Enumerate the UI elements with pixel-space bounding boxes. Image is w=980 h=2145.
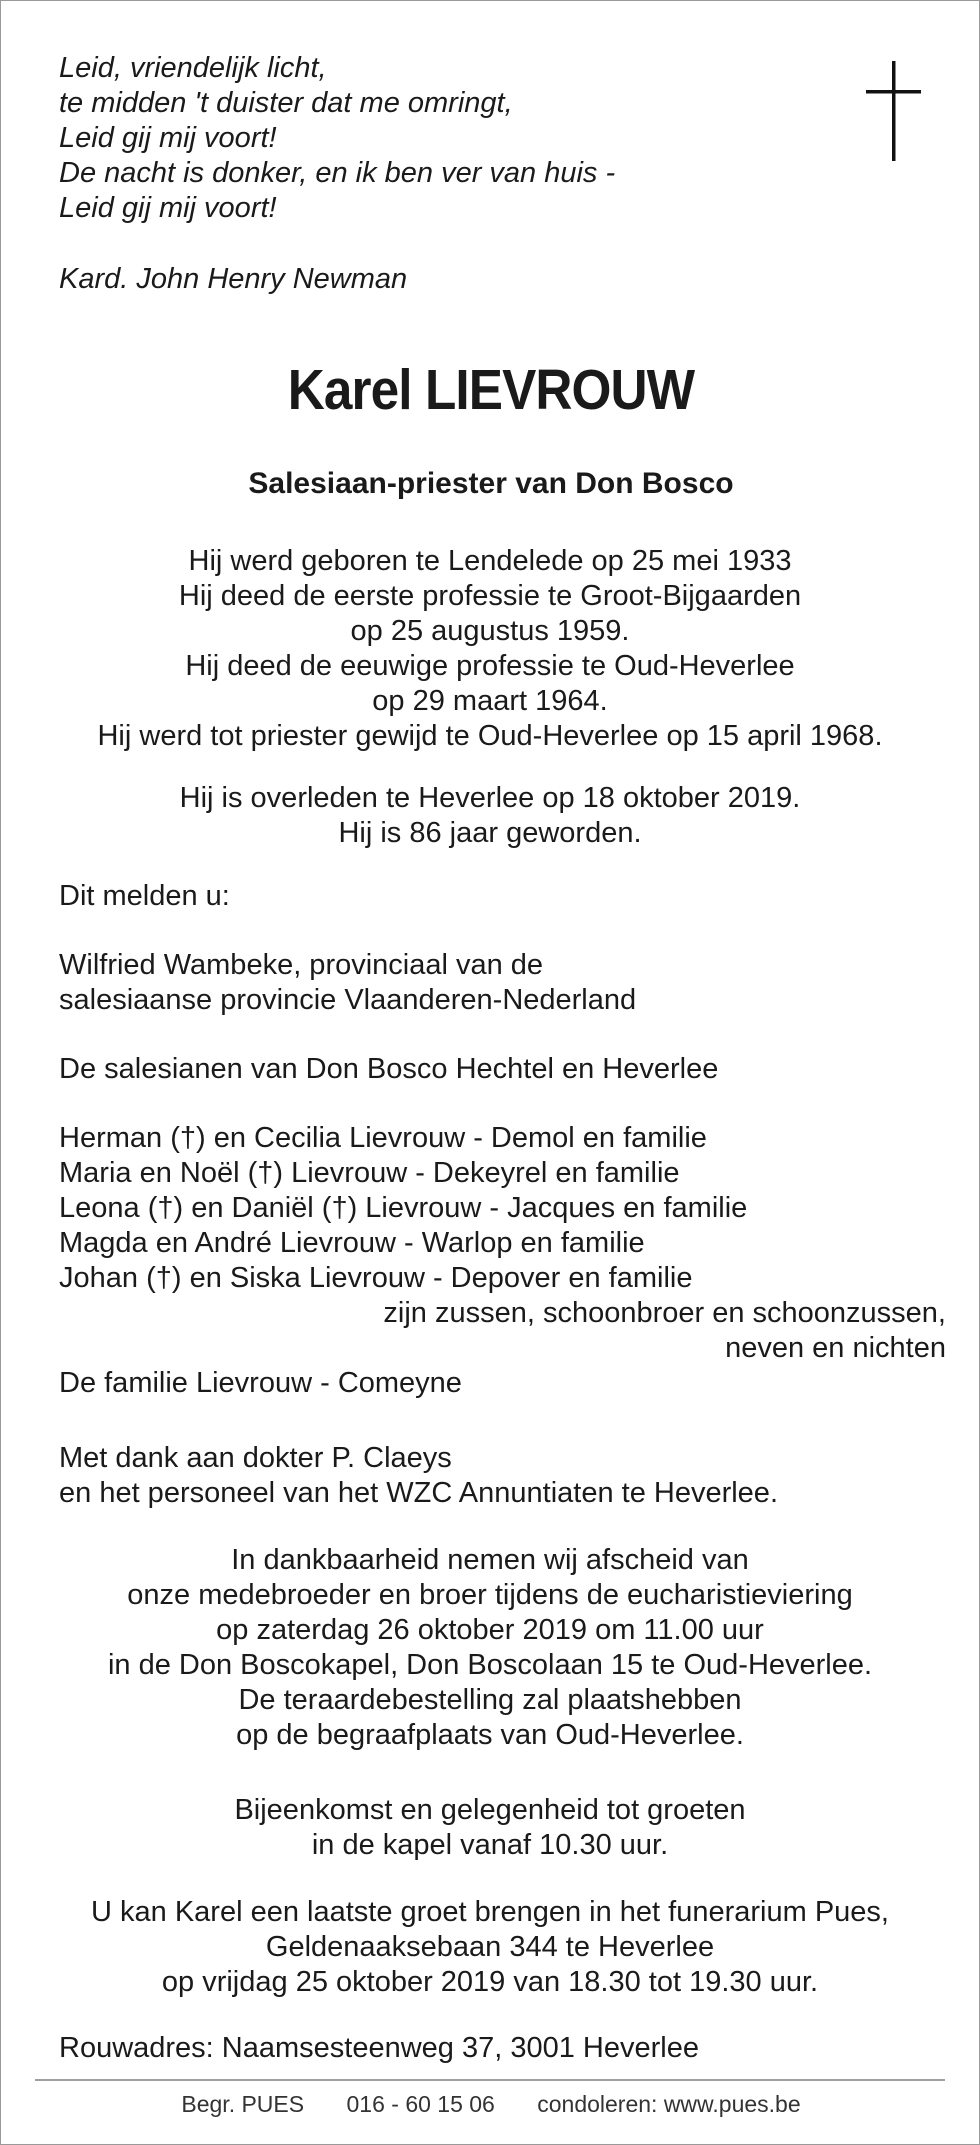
poem-author: Kard. John Henry Newman bbox=[59, 263, 408, 295]
family-line: Magda en André Lievrouw - Warlop en familie bbox=[59, 1227, 645, 1259]
death-line: Hij is 86 jaar geworden. bbox=[338, 817, 642, 849]
thanks-line: en het personeel van het WZC Annuntiaten te Heverlee. bbox=[59, 1477, 778, 1509]
poem-line: te midden 't duister dat me omringt, bbox=[59, 87, 513, 119]
gathering bbox=[59, 1793, 921, 1863]
family-line: Herman (†) en Cecilia Lievrouw - Demol en familie bbox=[59, 1122, 707, 1154]
biography bbox=[59, 544, 921, 754]
gathering-line: in de kapel vanaf 10.30 uur. bbox=[311, 1829, 669, 1861]
thanks-line: Met dank aan dokter P. Claeys bbox=[59, 1442, 452, 1474]
poem-line: Leid gij mij voort! bbox=[59, 122, 277, 154]
footer-divider bbox=[35, 2079, 945, 2081]
deceased-name: Karel LIEVROUW bbox=[287, 358, 695, 422]
biography-line: op 29 maart 1964. bbox=[372, 685, 608, 717]
visitation-line: Geldenaaksebaan 344 te Heverlee bbox=[265, 1931, 715, 1963]
family-relation-line: neven en nichten bbox=[725, 1332, 946, 1364]
family-line: Maria en Noël (†) Lievrouw - Dekeyrel en familie bbox=[59, 1157, 680, 1189]
thanks bbox=[59, 1441, 921, 1511]
family-relation-line: zijn zussen, schoonbroer en schoonzussen, bbox=[383, 1297, 946, 1329]
biography-line: Hij deed de eeuwige professie te Oud-Heverlee bbox=[185, 650, 795, 682]
death-notice bbox=[59, 781, 921, 851]
undertaker-name: Begr. PUES bbox=[181, 2091, 305, 2117]
death-line: Hij is overleden te Heverlee op 18 oktober 2019. bbox=[179, 782, 801, 814]
cross-icon bbox=[866, 61, 921, 161]
footer bbox=[1, 2091, 980, 2118]
deceased-title: Salesiaan-priester van Don Bosco bbox=[248, 467, 734, 500]
condolences-link[interactable]: condoleren: www.pues.be bbox=[537, 2091, 801, 2117]
biography-line: op 25 augustus 1959. bbox=[350, 615, 630, 647]
biography-line: Hij werd geboren te Lendelede op 25 mei 1933 bbox=[188, 545, 792, 577]
community-line: De salesianen van Don Bosco Hechtel en Heverlee bbox=[59, 1053, 719, 1085]
visitation-line: U kan Karel een laatste groet brengen in het funerarium Pues, bbox=[91, 1896, 889, 1928]
undertaker-phone: 016 - 60 15 06 bbox=[346, 2091, 495, 2117]
ceremony-line: In dankbaarheid nemen wij afscheid van bbox=[231, 1544, 749, 1576]
poem-line: Leid gij mij voort! bbox=[59, 192, 277, 224]
announcers bbox=[59, 879, 946, 1401]
address-line: Rouwadres: Naamsesteenweg 37, 3001 Heverlee bbox=[59, 2032, 699, 2064]
ceremony-line: in de Don Boscokapel, Don Boscolaan 15 te Oud-Heverlee. bbox=[107, 1649, 873, 1681]
family-line: Leona (†) en Daniël (†) Lievrouw - Jacques en familie bbox=[59, 1192, 748, 1224]
biography-line: Hij deed de eerste professie te Groot-Bijgaarden bbox=[178, 580, 802, 612]
gathering-line: Bijeenkomst en gelegenheid tot groeten bbox=[234, 1794, 746, 1826]
address bbox=[59, 2031, 921, 2066]
extended-family-line: De familie Lievrouw - Comeyne bbox=[59, 1367, 462, 1399]
ceremony-line: op de begraafplaats van Oud-Heverlee. bbox=[236, 1719, 744, 1751]
announcers-intro: Dit melden u: bbox=[59, 880, 230, 912]
visitation bbox=[59, 1895, 921, 2000]
provincial-line: Wilfried Wambeke, provinciaal van de bbox=[59, 949, 544, 981]
visitation-line: op vrijdag 25 oktober 2019 van 18.30 tot 19.30 uur. bbox=[161, 1966, 819, 1998]
provincial-line: salesiaanse provincie Vlaanderen-Nederland bbox=[59, 984, 637, 1016]
biography-line: Hij werd tot priester gewijd te Oud-Heverlee op 15 april 1968. bbox=[97, 720, 883, 752]
ceremony-line: De teraardebestelling zal plaatshebben bbox=[238, 1684, 742, 1716]
poem-line: De nacht is donker, en ik ben ver van huis - bbox=[59, 157, 616, 189]
poem bbox=[59, 51, 615, 297]
ceremony bbox=[59, 1543, 921, 1753]
family-line: Johan (†) en Siska Lievrouw - Depover en familie bbox=[59, 1262, 693, 1294]
ceremony-line: op zaterdag 26 oktober 2019 om 11.00 uur bbox=[216, 1614, 764, 1646]
poem-line: Leid, vriendelijk licht, bbox=[59, 52, 327, 84]
ceremony-line: onze medebroeder en broer tijdens de eucharistieviering bbox=[127, 1579, 853, 1611]
